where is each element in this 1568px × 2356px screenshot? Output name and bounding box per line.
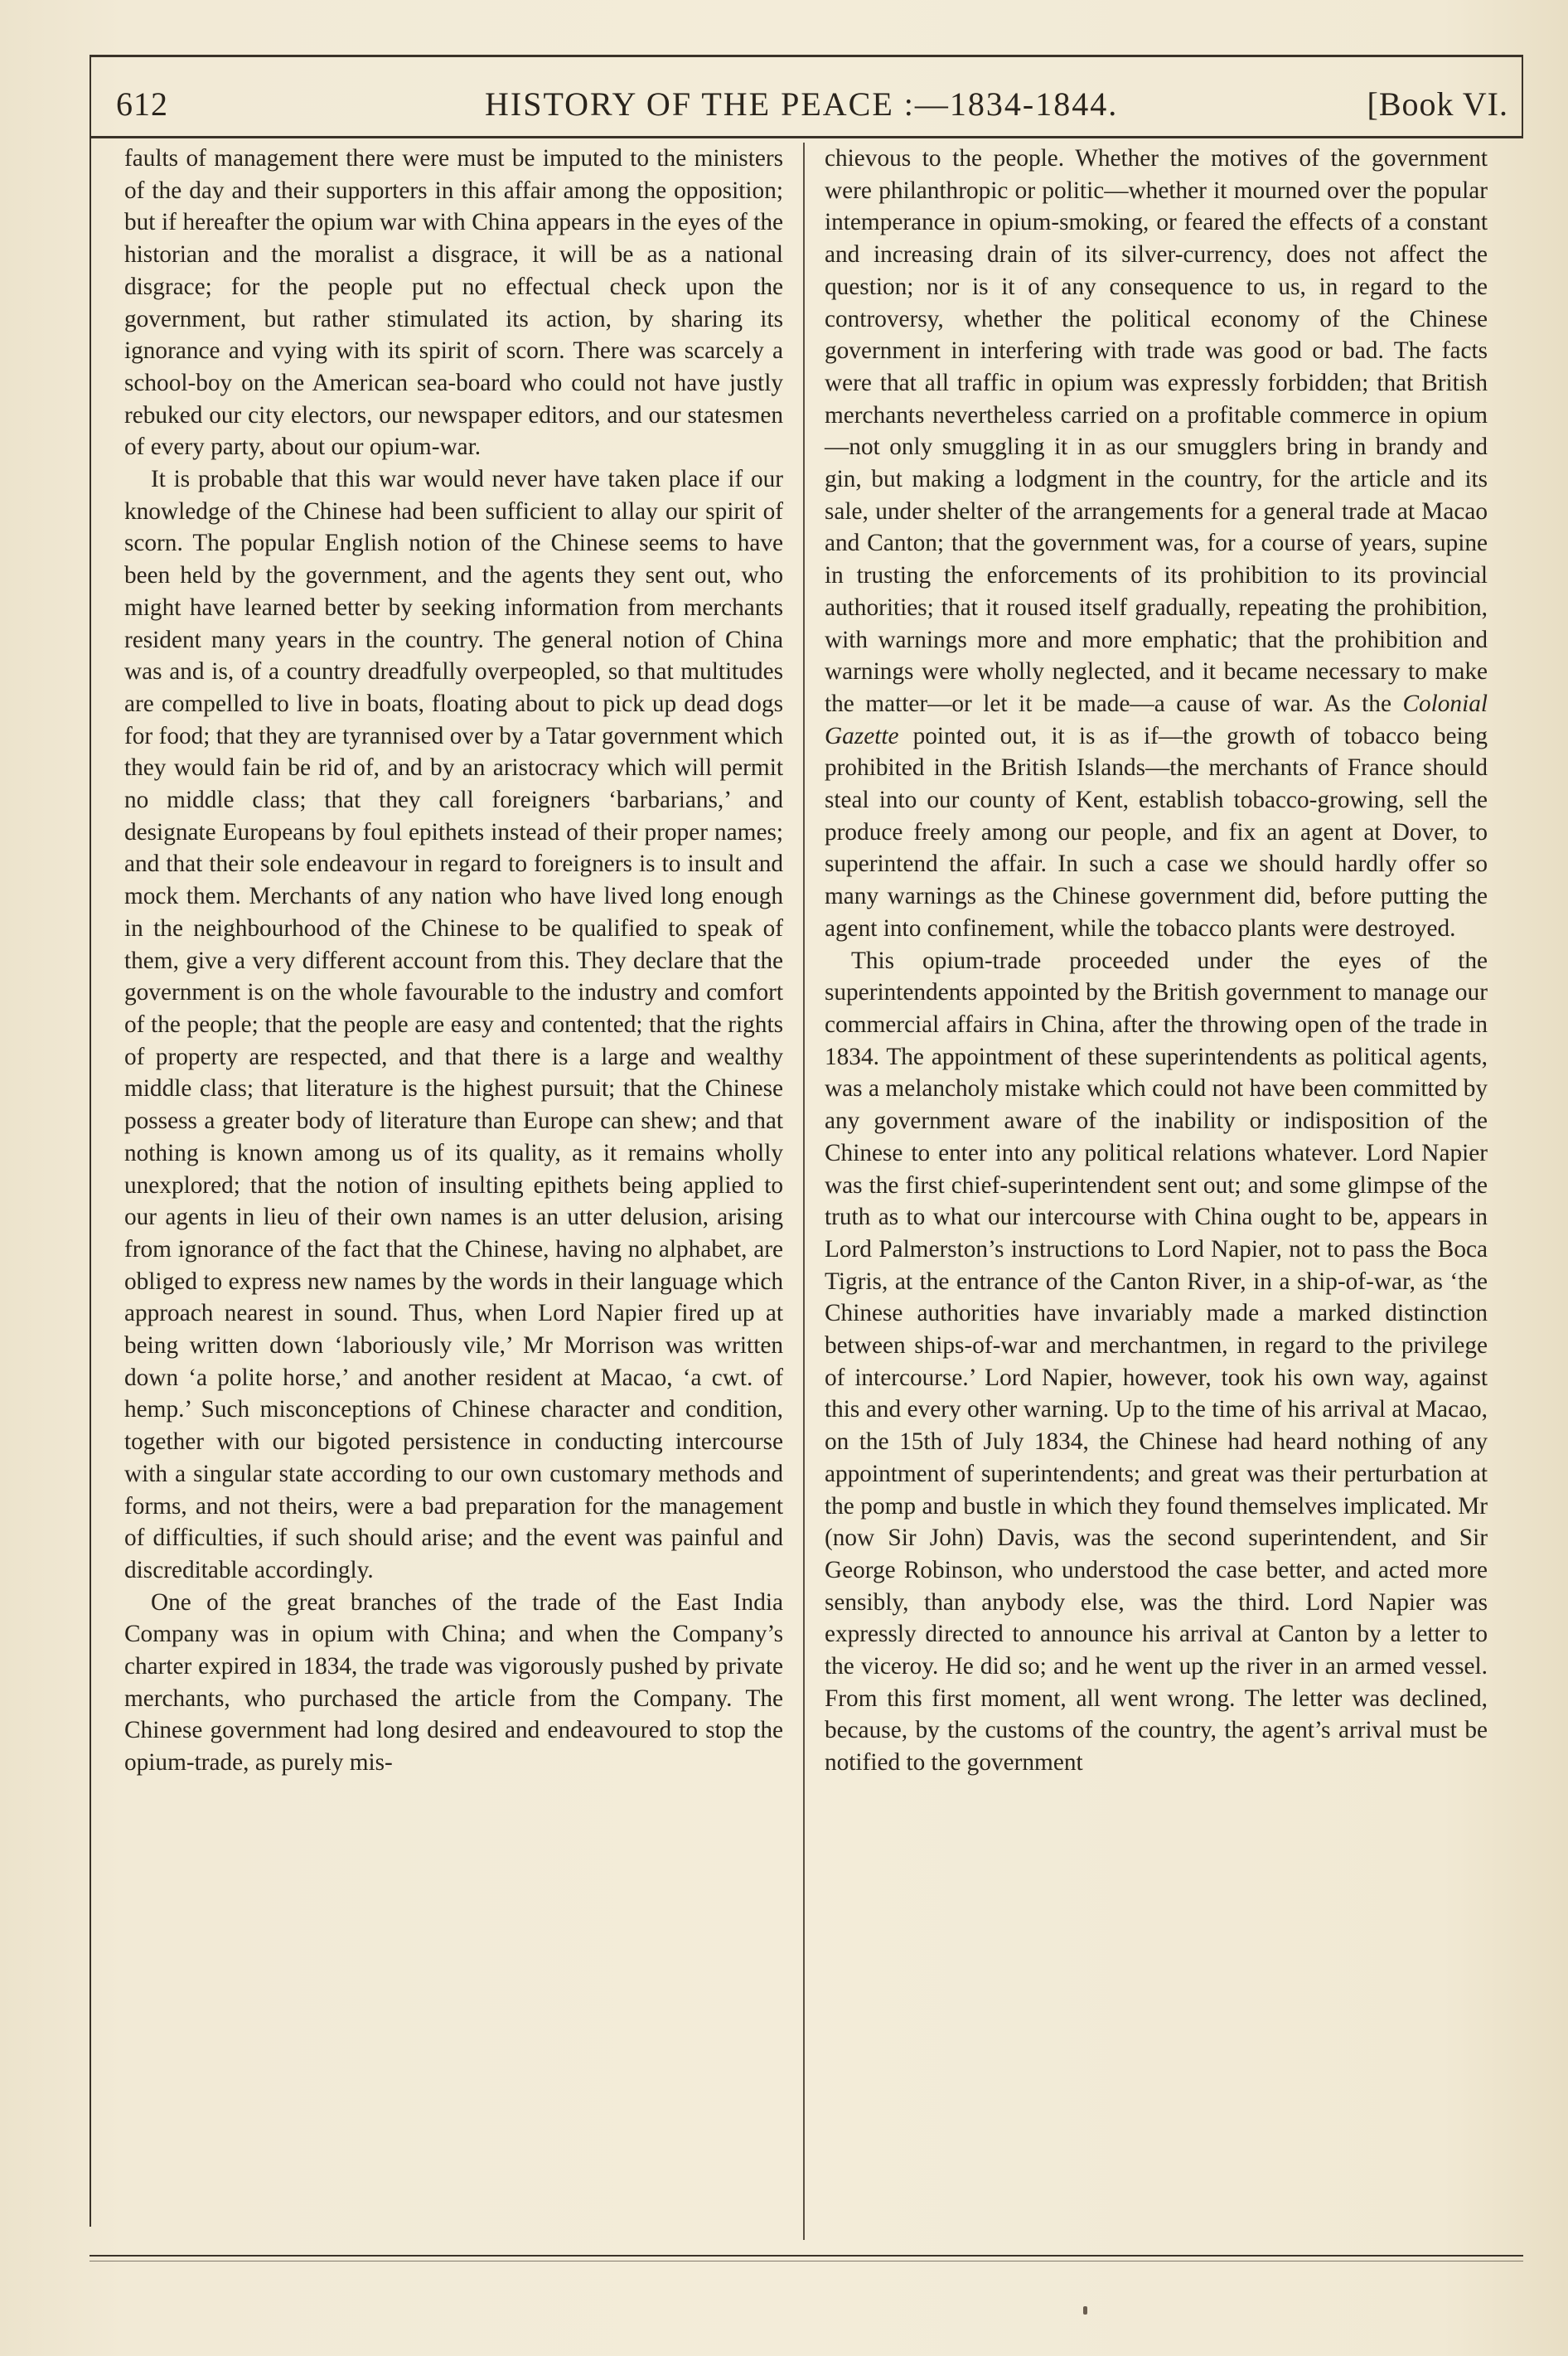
left-paragraph-1: faults of management there were must be imputed to the ministers of the day and their supporters in this affair among the opposition; but if hereafter the opium war with China appears in the eyes of the historian and the moralist a disgrace, it will be as a national disgrace; for the people put no effectual check upon the government, but rather stimulated its action, by sharing its ignorance and vying with its spirit of scorn. There was scarcely a school-boy on the American sea-board who could not have justly rebuked our city electors, our newspaper editors, and our statesmen of every party, about our opium-war. [124, 145, 783, 461]
colonial-gazette-title: Colonial Gazette [825, 690, 1488, 749]
ink-mark [1083, 2306, 1087, 2315]
running-title: HISTORY OF THE PEACE :—1834-1844. [485, 85, 1119, 123]
left-column [124, 143, 783, 1779]
left-edge-rule [90, 55, 91, 2227]
right-paragraph-1 [825, 143, 1488, 945]
bottom-rule [90, 2255, 1523, 2257]
right-paragraph-2: This opium-trade proceeded under the eyes of the superintendents appointed by the British government to manage our commercial affairs in China, after the throwing open of the trade in 1834. The appointment of these superintendents as political agents, was a melancholy mistake which could not have been committed by any government aware of the inability or indisposition of the Chinese to enter into any political relations whatever. Lord Napier was the first chief-superintendent sent out; and some glimpse of the truth as to what our intercourse with China ought to be, appears in Lord Palmerston’s instructions to Lord Napier, not to pass the Boca Tigris, at the entrance of the Canton River, in a ship-of-war, as ‘the Chinese authorities have invariably made a marked distinction between ships-of-war and merchantmen, in regard to the privilege of intercourse.’ Lord Napier, however, took his own way, against this and every other warning. Up to the time of his arrival at Macao, on the 15th of July 1834, the Chinese had heard nothing of any appointment of superintendents; and great was their perturbation at the pomp and bustle in which they found themselves implicated. Mr (now Sir John) Davis, was the second superintendent, and Sir George Robinson, who understood the case better, and acted more sensibly, than anybody else, was the third. Lord Napier was expressly directed to announce his arrival at Canton by a letter to the viceroy. He did so; and he went up the river in an armed vessel. From this first moment, all went wrong. The letter was declined, because, by the customs of the country, the agent’s arrival must be notified to the government [825, 947, 1488, 1777]
book-label: [Book VI. [1367, 85, 1508, 123]
top-rule [90, 55, 1523, 57]
left-paragraph-2: It is probable that this war would never have taken place if our knowledge of the Chinese had been sufficient to allay our spirit of scorn. The popular English notion of the Chinese seems to have been held by the government, and the agents they sent out, who might have learned better by seeking information from merchants resident many years in the country. The general notion of China was and is, of a country dreadfully overpeopled, so that multitudes are compelled to live in boats, floating about to pick up dead dogs for food; that they are tyrannised over by a Tatar government which they would fain be rid of, and by an aristocracy which will permit no middle class; that they call foreigners ‘barbarians,’ and designate Europeans by foul epithets instead of their proper names; and that their sole endeavour in regard to foreigners is to insult and mock them. Merchants of any nation who have lived long enough in the neighbourhood of the Chinese to be qualified to speak of them, give a very different account from this. They declare that the government is on the whole favourable to the industry and comfort of the people; that the people are easy and contented; that the rights of property are respected, and that there is a large and wealthy middle class; that literature is the highest pursuit; that the Chinese possess a greater body of literature than Europe can shew; and that nothing is known among us of its quality, as it remains wholly unexplored; that the notion of insulting epithets being applied to our agents in lieu of their own names is an utter delusion, arising from ignorance of the fact that the Chinese, having no alphabet, are obliged to express new names by the words in their language which approach nearest in sound. Thus, when Lord Napier fired up at being written down ‘laboriously vile,’ Mr Morrison was written down ‘a polite horse,’ and another resident at Macao, ‘a cwt. of hemp.’ Such misconceptions of Chinese character and condition, together with our bigoted persistence in conducting intercourse with a singular state according to our own customary methods and forms, and not theirs, were a bad preparation for the management of difficulties, if such should arise; and the event was painful and discreditable accordingly. [124, 466, 783, 1583]
right-paragraph-1-text-b: pointed out, it is as if—the growth of tobacco being prohibited in the British Islands—the merchants of France should steal into our county of Kent, establish tobacco-growing, sell the produce freely among our people, and fix an agent at Dover, to superintend the affair. In such a case we should hardly offer so many warnings as the Chinese government did, before putting the agent into confinement, while the tobacco plants were destroyed. [825, 722, 1488, 942]
column-divider [803, 143, 805, 2240]
right-paragraph-1-text-a: chievous to the people. Whether the motives of the government were philanthropic or politic—whether it mourned over the popular intemperance in opium-smoking, or feared the effects of a constant and increasing drain of its silver-currency, does not affect the question; nor is it of any consequence to us, in regard to the controversy, whether the political economy of the Chinese government in interfering with trade was good or bad. The facts were that all traffic in opium was expressly forbidden; that British merchants nevertheless carried on a profitable commerce in opium—not only smuggling it in as our smugglers bring in brandy and gin, but making a lodgment in the country, for the article and its sale, under shelter of the arrangements for a general trade at Macao and Canton; that the government was, for a course of years, supine in trusting the enforcements of its prohibition to its provincial authorities; that it roused itself gradually, repeating the prohibition, with warnings more and more emphatic; that the prohibition and warnings were wholly neglected, and it became necessary to make the matter—or let it be made—a cause of war. As the [825, 145, 1488, 717]
page-header [116, 73, 1508, 131]
page-number: 612 [116, 85, 168, 123]
header-rule [90, 136, 1523, 138]
left-paragraph-3: One of the great branches of the trade of the East India Company was in opium with China; and when the Company’s charter expired in 1834, the trade was vigorously pushed by private merchants, who purchased the article from the Company. The Chinese government had long desired and endeavoured to stop the opium-trade, as purely mis- [124, 1588, 783, 1777]
right-edge-rule [1522, 55, 1523, 138]
right-column [825, 143, 1488, 1779]
